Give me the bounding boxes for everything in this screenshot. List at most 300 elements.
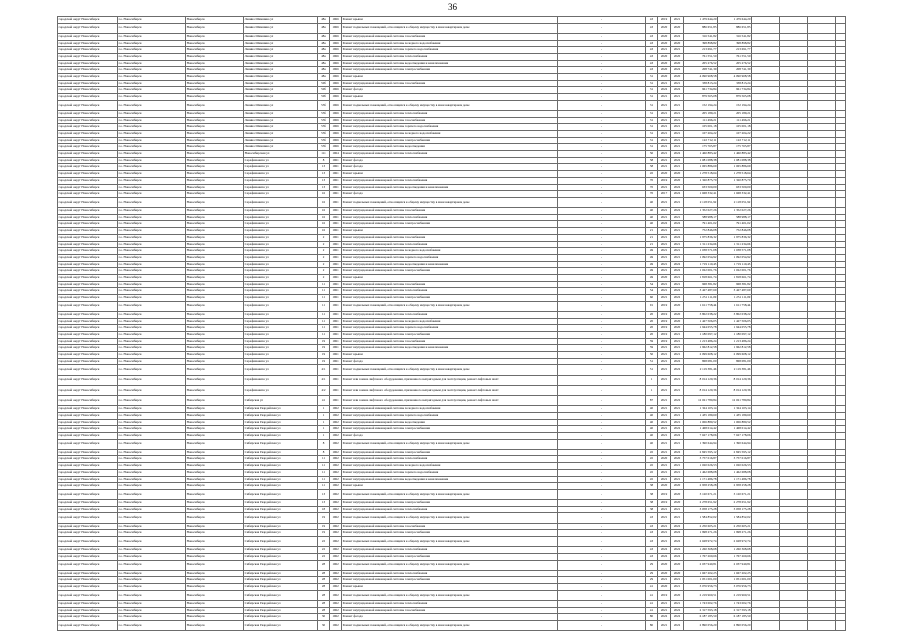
cost-cell: 633 500,00 [684, 184, 718, 191]
municipality-cell: городской округ Новосибирск [58, 483, 118, 490]
start-year-cell: 2020 [658, 483, 671, 490]
house-number-cell: 8 [318, 449, 330, 456]
work-type-cell: Ремонт внутридомовой инженерной системы электроснабжения [342, 530, 558, 537]
empty-cell [780, 40, 808, 47]
total-cost-cell: 3 076 956,73 [718, 584, 752, 591]
build-year-cell: 1961 [330, 184, 342, 191]
district-cell: г.о. Новосибирск [118, 506, 186, 513]
house-number-cell: 8 [318, 439, 330, 449]
wear-percent-cell: 31 [646, 117, 658, 124]
end-year-cell: 2020 [671, 177, 684, 184]
wear-percent-cell: 40 [646, 208, 658, 215]
cost-cell: 588 988,17 [684, 214, 718, 221]
start-year-cell: 2021 [658, 577, 671, 584]
empty-cell [780, 463, 808, 470]
extra-work-cell: - [558, 288, 646, 295]
street-cell: Ленина Шамшина ул [244, 131, 318, 138]
settlement-cell: Новосибирск [186, 248, 244, 255]
district-cell: г.о. Новосибирск [118, 164, 186, 171]
empty-cell [808, 301, 836, 311]
empty-cell [836, 248, 846, 255]
municipality-cell: городской округ Новосибирск [58, 117, 118, 124]
build-year-cell: 1961 [330, 358, 342, 365]
total-cost-cell: 8 014 120,36 [718, 375, 752, 385]
build-year-cell: 1962 [330, 523, 342, 530]
extra-work-cell: - [558, 144, 646, 151]
empty-cell [752, 94, 780, 101]
empty-cell [780, 621, 808, 631]
empty-cell [752, 197, 780, 207]
end-year-cell: 2022 [671, 234, 684, 241]
cost-cell: 961 734,84 [684, 87, 718, 94]
empty-cell [752, 345, 780, 352]
empty-cell [752, 547, 780, 554]
start-year-cell: 2021 [658, 197, 671, 207]
table-row [58, 197, 846, 207]
wear-percent-cell: 45 [646, 171, 658, 178]
empty-cell [808, 577, 836, 584]
street-cell: Сибирская Гвардейская ул [244, 432, 318, 439]
empty-cell [752, 570, 780, 577]
empty-cell [752, 117, 780, 124]
house-number-cell: 2 [318, 248, 330, 255]
build-year-cell: 1962 [330, 577, 342, 584]
work-type-cell: Ремонт внутридомовой инженерной системы электроснабжения [342, 426, 558, 433]
empty-cell [808, 184, 836, 191]
build-year-cell: 1966 [330, 40, 342, 47]
empty-cell [808, 40, 836, 47]
total-cost-cell: 1 584 852,02 [718, 513, 752, 523]
end-year-cell: 2022 [671, 614, 684, 621]
start-year-cell: 2021 [658, 601, 671, 608]
municipality-cell: городской округ Новосибирск [58, 40, 118, 47]
work-type-cell: Ремонт внутридомовой инженерной системы горячего водоснабжения [342, 469, 558, 476]
start-year-cell: 2021 [658, 295, 671, 302]
total-cost-cell: 868 081,00 [718, 358, 752, 365]
wear-percent-cell: 20 [646, 325, 658, 332]
table-row [58, 560, 846, 570]
house-number-cell: 50б [318, 94, 330, 101]
empty-cell [752, 110, 780, 117]
build-year-cell: 1966 [330, 33, 342, 40]
empty-cell [780, 151, 808, 158]
district-cell: г.о. Новосибирск [118, 177, 186, 184]
end-year-cell: 2021 [671, 375, 684, 385]
start-year-cell: 2019 [658, 331, 671, 338]
end-year-cell: 2021 [671, 164, 684, 171]
settlement-cell: Новосибирск [186, 601, 244, 608]
cost-cell: 1 006 880,52 [684, 419, 718, 426]
house-number-cell: 19 [318, 358, 330, 365]
municipality-cell: городской округ Новосибирск [58, 395, 118, 405]
end-year-cell: 2021 [671, 352, 684, 359]
settlement-cell: Новосибирск [186, 553, 244, 560]
cost-cell: 1 427 506,05 [684, 318, 718, 325]
empty-cell [780, 23, 808, 33]
build-year-cell: 1961 [330, 208, 342, 215]
empty-cell [780, 33, 808, 40]
build-year-cell: 1962 [330, 419, 342, 426]
empty-cell [808, 406, 836, 413]
extra-work-cell: - [558, 560, 646, 570]
build-year-cell: 1966 [330, 80, 342, 87]
empty-cell [780, 432, 808, 439]
empty-cell [752, 241, 780, 248]
street-cell: Серафимовича ул [244, 214, 318, 221]
work-type-cell: Ремонт внутридомовой инженерной системы горячего водоснабжения [342, 124, 558, 131]
district-cell: г.о. Новосибирск [118, 537, 186, 547]
total-cost-cell: 961 734,84 [718, 87, 752, 94]
table-row [58, 94, 846, 101]
district-cell: г.о. Новосибирск [118, 483, 186, 490]
empty-cell [808, 177, 836, 184]
empty-cell [752, 513, 780, 523]
wear-percent-cell: 38 [646, 500, 658, 507]
cost-cell: 886 651,85 [684, 23, 718, 33]
work-type-cell: Ремонт подвальных помещений, относящихся к общему имуществу в многоквартирном доме [342, 23, 558, 33]
settlement-cell: Новосибирск [186, 228, 244, 235]
street-cell: Серафимовича ул [244, 365, 318, 375]
table-row [58, 352, 846, 359]
house-number-cell: 50б [318, 87, 330, 94]
total-cost-cell: 1 320 875,70 [718, 177, 752, 184]
end-year-cell: 2022 [671, 426, 684, 433]
total-cost-cell: 205 189,21 [718, 110, 752, 117]
municipality-cell: городской округ Новосибирск [58, 151, 118, 158]
table-row [58, 295, 846, 302]
empty-cell [780, 419, 808, 426]
district-cell: г.о. Новосибирск [118, 47, 186, 54]
extra-work-cell: - [558, 191, 646, 198]
empty-cell [780, 553, 808, 560]
district-cell: г.о. Новосибирск [118, 110, 186, 117]
empty-cell [808, 560, 836, 570]
start-year-cell: 2021 [658, 469, 671, 476]
wear-percent-cell: 45 [646, 463, 658, 470]
build-year-cell: 1961 [330, 352, 342, 359]
extra-work-cell: - [558, 67, 646, 74]
table-row [58, 553, 846, 560]
total-cost-cell: 1 719 110,43 [718, 261, 752, 268]
empty-cell [780, 100, 808, 110]
end-year-cell: 2021 [671, 110, 684, 117]
municipality-cell: городской округ Новосибирск [58, 406, 118, 413]
cost-cell: 3 076 956,73 [684, 584, 718, 591]
end-year-cell: 2020 [671, 40, 684, 47]
empty-cell [808, 144, 836, 151]
street-cell: Серафимовича ул [244, 197, 318, 207]
end-year-cell: 2021 [671, 506, 684, 513]
house-number-cell: 48а [318, 74, 330, 81]
municipality-cell: городской округ Новосибирск [58, 295, 118, 302]
settlement-cell: Новосибирск [186, 456, 244, 463]
cost-cell: 1 320 875,70 [684, 177, 718, 184]
wear-percent-cell: 54 [646, 288, 658, 295]
end-year-cell: 2021 [671, 17, 684, 24]
cost-cell: 1 311 234,66 [684, 241, 718, 248]
extra-work-cell: - [558, 33, 646, 40]
street-cell: Ленина Шамшина ул [244, 17, 318, 24]
work-type-cell: Ремонт внутридомовой инженерной системы теплоснабжения [342, 53, 558, 60]
empty-cell [836, 513, 846, 523]
empty-cell [780, 614, 808, 621]
work-type-cell: Ремонт фасада [342, 614, 558, 621]
settlement-cell: Новосибирск [186, 345, 244, 352]
total-cost-cell: 1 668 332,41 [718, 191, 752, 198]
table-row [58, 87, 846, 94]
house-number-cell: 53б [318, 144, 330, 151]
end-year-cell: 2020 [671, 171, 684, 178]
empty-cell [808, 358, 836, 365]
settlement-cell: Новосибирск [186, 607, 244, 614]
empty-cell [808, 506, 836, 513]
cost-cell: 7 627 178,06 [684, 432, 718, 439]
municipality-cell: городской округ Новосибирск [58, 110, 118, 117]
settlement-cell: Новосибирск [186, 67, 244, 74]
empty-cell [808, 570, 836, 577]
start-year-cell: 2021 [658, 241, 671, 248]
empty-cell [836, 281, 846, 288]
work-type-cell: Ремонт внутридомовой инженерной системы газоснабжения [342, 33, 558, 40]
empty-cell [752, 301, 780, 311]
cost-cell: 1 051 001,00 [684, 577, 718, 584]
table-row [58, 483, 846, 490]
wear-percent-cell: 31 [646, 80, 658, 87]
end-year-cell: 2022 [671, 395, 684, 405]
extra-work-cell: - [558, 513, 646, 523]
end-year-cell: 2022 [671, 261, 684, 268]
municipality-cell: городской округ Новосибирск [58, 288, 118, 295]
wear-percent-cell: 21 [646, 234, 658, 241]
house-number-cell: 28 [318, 601, 330, 608]
end-year-cell: 2021 [671, 338, 684, 345]
district-cell: г.о. Новосибирск [118, 311, 186, 318]
extra-work-cell: - [558, 157, 646, 164]
empty-cell [836, 268, 846, 275]
wear-percent-cell: 31 [646, 144, 658, 151]
house-number-cell: 11 [318, 476, 330, 483]
build-year-cell: 1961 [330, 331, 342, 338]
start-year-cell: 2021 [658, 506, 671, 513]
house-number-cell: 16 [318, 191, 330, 198]
district-cell: г.о. Новосибирск [118, 365, 186, 375]
empty-cell [752, 137, 780, 144]
total-cost-cell: 7 627 178,06 [718, 432, 752, 439]
empty-cell [780, 331, 808, 338]
build-year-cell: 1961 [330, 365, 342, 375]
settlement-cell: Новосибирск [186, 301, 244, 311]
empty-cell [808, 241, 836, 248]
build-year-cell: 1962 [330, 449, 342, 456]
empty-cell [836, 23, 846, 33]
build-year-cell: 1961 [330, 248, 342, 255]
work-type-cell: Ремонт внутридомовой инженерной системы водоотведения и канализования [342, 345, 558, 352]
empty-cell [836, 570, 846, 577]
start-year-cell: 2021 [658, 234, 671, 241]
empty-cell [808, 476, 836, 483]
empty-cell [836, 483, 846, 490]
end-year-cell: 2022 [671, 33, 684, 40]
district-cell: г.о. Новосибирск [118, 94, 186, 101]
end-year-cell: 2022 [671, 530, 684, 537]
end-year-cell: 2021 [671, 131, 684, 138]
empty-cell [780, 221, 808, 228]
start-year-cell: 2021 [658, 248, 671, 255]
start-year-cell: 2020 [658, 570, 671, 577]
start-year-cell: 2019 [658, 489, 671, 499]
empty-cell [808, 449, 836, 456]
empty-cell [836, 432, 846, 439]
cost-cell: 2 958 258,28 [684, 483, 718, 490]
work-type-cell: Ремонт крыши [342, 228, 558, 235]
empty-cell [780, 87, 808, 94]
work-type-cell: Ремонт фасада [342, 191, 558, 198]
extra-work-cell: - [558, 439, 646, 449]
empty-cell [780, 254, 808, 261]
street-cell: Сибирская Гвардейская ул [244, 456, 318, 463]
street-cell: Сибирская Гвардейская ул [244, 547, 318, 554]
street-cell: Ленина Шамшина ул [244, 74, 318, 81]
work-type-cell: Ремонт фасада [342, 157, 558, 164]
settlement-cell: Новосибирск [186, 476, 244, 483]
total-cost-cell: 752 846,08 [718, 228, 752, 235]
municipality-cell: городской округ Новосибирск [58, 506, 118, 513]
empty-cell [780, 395, 808, 405]
settlement-cell: Новосибирск [186, 274, 244, 281]
municipality-cell: городской округ Новосибирск [58, 131, 118, 138]
total-cost-cell: 213 691,77 [718, 47, 752, 54]
end-year-cell: 2021 [671, 601, 684, 608]
settlement-cell: Новосибирск [186, 288, 244, 295]
extra-work-cell: - [558, 261, 646, 268]
end-year-cell: 2020 [671, 560, 684, 570]
street-cell: Сибирская ул [244, 395, 318, 405]
table-row [58, 469, 846, 476]
build-year-cell: 1966 [330, 100, 342, 110]
empty-cell [780, 60, 808, 67]
wear-percent-cell: 49 [646, 261, 658, 268]
settlement-cell: Новосибирск [186, 547, 244, 554]
start-year-cell: 2021 [658, 80, 671, 87]
empty-cell [836, 40, 846, 47]
total-cost-cell: 1 975 836,32 [718, 234, 752, 241]
street-cell: Серафимовича ул [244, 228, 318, 235]
work-type-cell: Ремонт внутридомовой инженерной системы газоснабжения [342, 117, 558, 124]
district-cell: г.о. Новосибирск [118, 584, 186, 591]
start-year-cell: 2021 [658, 476, 671, 483]
empty-cell [836, 197, 846, 207]
total-cost-cell: 1 944 055,78 [718, 325, 752, 332]
house-number-cell: 13 [318, 164, 330, 171]
table-row [58, 375, 846, 385]
empty-cell [780, 157, 808, 164]
table-row [58, 124, 846, 131]
start-year-cell: 2022 [658, 547, 671, 554]
start-year-cell: 2019 [658, 500, 671, 507]
district-cell: г.о. Новосибирск [118, 214, 186, 221]
table-row [58, 144, 846, 151]
wear-percent-cell: 31 [646, 94, 658, 101]
cost-cell: 2 317 593,18 [684, 607, 718, 614]
total-cost-cell: 105 001,18 [718, 124, 752, 131]
empty-cell [808, 331, 836, 338]
house-number-cell: 19 [318, 523, 330, 530]
district-cell: г.о. Новосибирск [118, 261, 186, 268]
end-year-cell: 2022 [671, 365, 684, 375]
municipality-cell: городской округ Новосибирск [58, 318, 118, 325]
table-row [58, 506, 846, 513]
municipality-cell: городской округ Новосибирск [58, 87, 118, 94]
empty-cell [752, 268, 780, 275]
district-cell: г.о. Новосибирск [118, 426, 186, 433]
empty-cell [752, 17, 780, 24]
empty-cell [808, 124, 836, 131]
street-cell: Сибирская Гвардейская ул [244, 412, 318, 419]
page-number: 36 [448, 2, 457, 12]
settlement-cell: Новосибирск [186, 325, 244, 332]
district-cell: г.о. Новосибирск [118, 117, 186, 124]
district-cell: г.о. Новосибирск [118, 345, 186, 352]
total-cost-cell: 886 651,85 [718, 23, 752, 33]
street-cell: Серафимовича ул [244, 221, 318, 228]
work-type-cell: Ремонт подвальных помещений, относящихся к общему имуществу в многоквартирном доме [342, 365, 558, 375]
settlement-cell: Новосибирск [186, 234, 244, 241]
total-cost-cell: 1 462 688,08 [718, 469, 752, 476]
wear-percent-cell: 40 [646, 432, 658, 439]
settlement-cell: Новосибирск [186, 506, 244, 513]
extra-work-cell: - [558, 228, 646, 235]
end-year-cell: 2022 [671, 157, 684, 164]
wear-percent-cell: 45 [646, 476, 658, 483]
empty-cell [780, 547, 808, 554]
empty-cell [808, 171, 836, 178]
empty-cell [808, 197, 836, 207]
municipality-cell: городской округ Новосибирск [58, 358, 118, 365]
empty-cell [752, 476, 780, 483]
district-cell: г.о. Новосибирск [118, 208, 186, 215]
municipality-cell: городской округ Новосибирск [58, 331, 118, 338]
extra-work-cell: - [558, 621, 646, 631]
settlement-cell: Новосибирск [186, 281, 244, 288]
work-type-cell: Ремонт внутридомовой инженерной системы электроснабжения [342, 331, 558, 338]
empty-cell [808, 137, 836, 144]
end-year-cell: 2022 [671, 184, 684, 191]
extra-work-cell: - [558, 537, 646, 547]
cost-cell: 1 260 368,68 [684, 547, 718, 554]
start-year-cell: 2019 [658, 17, 671, 24]
district-cell: г.о. Новосибирск [118, 191, 186, 198]
work-type-cell: Ремонт внутридомовой инженерной системы теплоснабжения [342, 241, 558, 248]
end-year-cell: 2022 [671, 191, 684, 198]
empty-cell [752, 157, 780, 164]
empty-cell [836, 33, 846, 40]
cost-cell: 879 565,08 [684, 94, 718, 101]
build-year-cell: 1962 [330, 537, 342, 547]
work-type-cell: Ремонт внутридомовой инженерной системы водоотведения и канализования [342, 60, 558, 67]
start-year-cell: 2021 [658, 419, 671, 426]
extra-work-cell: - [558, 577, 646, 584]
settlement-cell: Новосибирск [186, 164, 244, 171]
empty-cell [808, 60, 836, 67]
empty-cell [836, 221, 846, 228]
empty-cell [752, 100, 780, 110]
build-year-cell: 1961 [330, 241, 342, 248]
start-year-cell: 2021 [658, 365, 671, 375]
end-year-cell: 2022 [671, 67, 684, 74]
house-number-cell: 2 [318, 254, 330, 261]
extra-work-cell: - [558, 395, 646, 405]
table-row [58, 151, 846, 158]
